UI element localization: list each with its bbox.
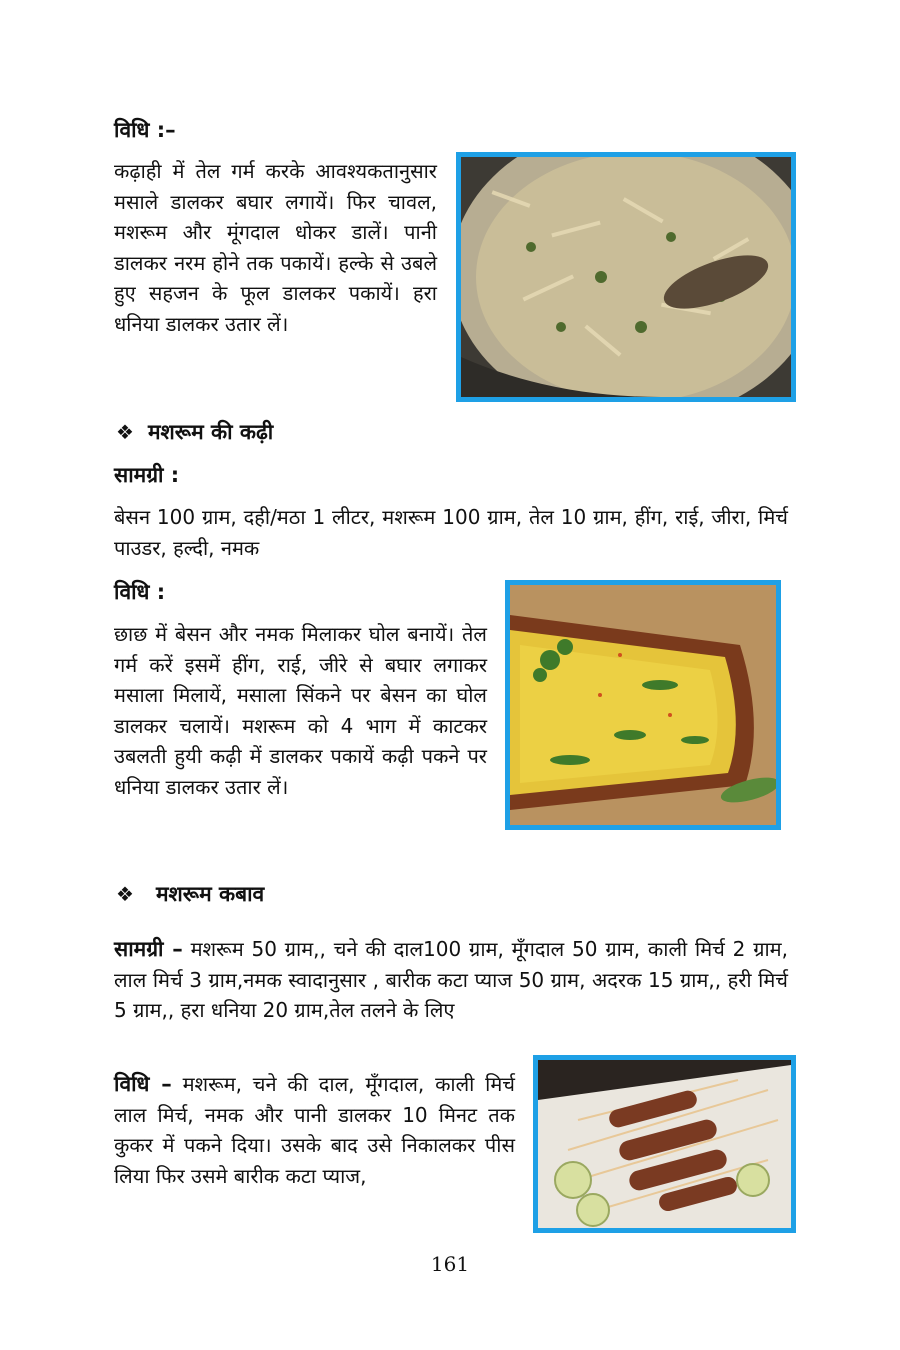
page-number: 161 (430, 1252, 470, 1276)
recipe-title-mushroom-kabab (116, 880, 264, 908)
method-heading: विधि :– (114, 118, 176, 142)
recipe-title-text: मशरूम की कढ़ी (147, 420, 274, 444)
method-heading: विधि : (114, 580, 166, 604)
diamond-bullet-icon: ❖ (116, 882, 134, 906)
ingredients-heading: सामग्री : (114, 463, 180, 487)
method-paragraph: छाछ में बेसन और नमक मिलाकर घोल बनायें। तेल गर्म करें इसमें हींग, राई, जीरे से बघार लगाकर मसाला मिलायें, मसाला सिंकने पर बेसन का घोल डालकर चलायें। मशरूम को 4 भाग में काटकर उबलती हुयी कढ़ी में डालकर पकायें कढ़ी पकने पर धनिया डालकर उतार लें। (114, 622, 487, 799)
recipe-title-mushroom-kadhi (116, 418, 273, 446)
kabab-photo (533, 1055, 796, 1233)
ingredients-text: मशरूम 50 ग्राम,, चने की दाल100 ग्राम, मूँगदाल 50 ग्राम, काली मिर्च 2 ग्राम, लाल मिर्च 3 ग्राम,नमक स्वादानुसार , बारीक कटा प्याज 50 ग्राम, अदरक 15 ग्राम,, हरी मिर्च 5 ग्राम,, हरा धनिया 20 ग्राम,तेल तलने के लिए (114, 937, 789, 1022)
method-paragraph: कढ़ाही में तेल गर्म करके आवश्यकतानुसार मसाले डालकर बघार लगायें। फिर चावल, मशरूम और मूंगदाल धोकर डालें। पानी डालकर नरम होने तक पकायें। हल्के से उबले हुए सहजन के फूल डालकर पकायें। हरा धनिया डालकर उतार लें। (114, 159, 437, 336)
ingredients-paragraph: बेसन 100 ग्राम, दही/मठा 1 लीटर, मशरूम 100 ग्राम, तेल 10 ग्राम, हींग, राई, जीरा, मिर्च पाउडर, हल्दी, नमक (114, 505, 788, 560)
mushroom-rice-photo (456, 152, 796, 402)
method-paragraph (114, 1069, 515, 1191)
diamond-bullet-icon: ❖ (116, 420, 134, 444)
ingredients-paragraph (114, 934, 788, 1026)
method-text: मशरूम, चने की दाल, मूँगदाल, काली मिर्च लाल मिर्च, नमक और पानी डालकर 10 मिनट तक कुकर में पकने दिया। उसके बाद उसे निकालकर पीस लिया फिर उसमे बारीक कटा प्याज, (114, 1072, 516, 1188)
method-label: विधि – (114, 1072, 172, 1096)
ingredients-label: सामग्री – (114, 937, 183, 961)
recipe-title-text: मशरूम कबाव (155, 882, 265, 906)
kadhi-photo (505, 580, 781, 830)
